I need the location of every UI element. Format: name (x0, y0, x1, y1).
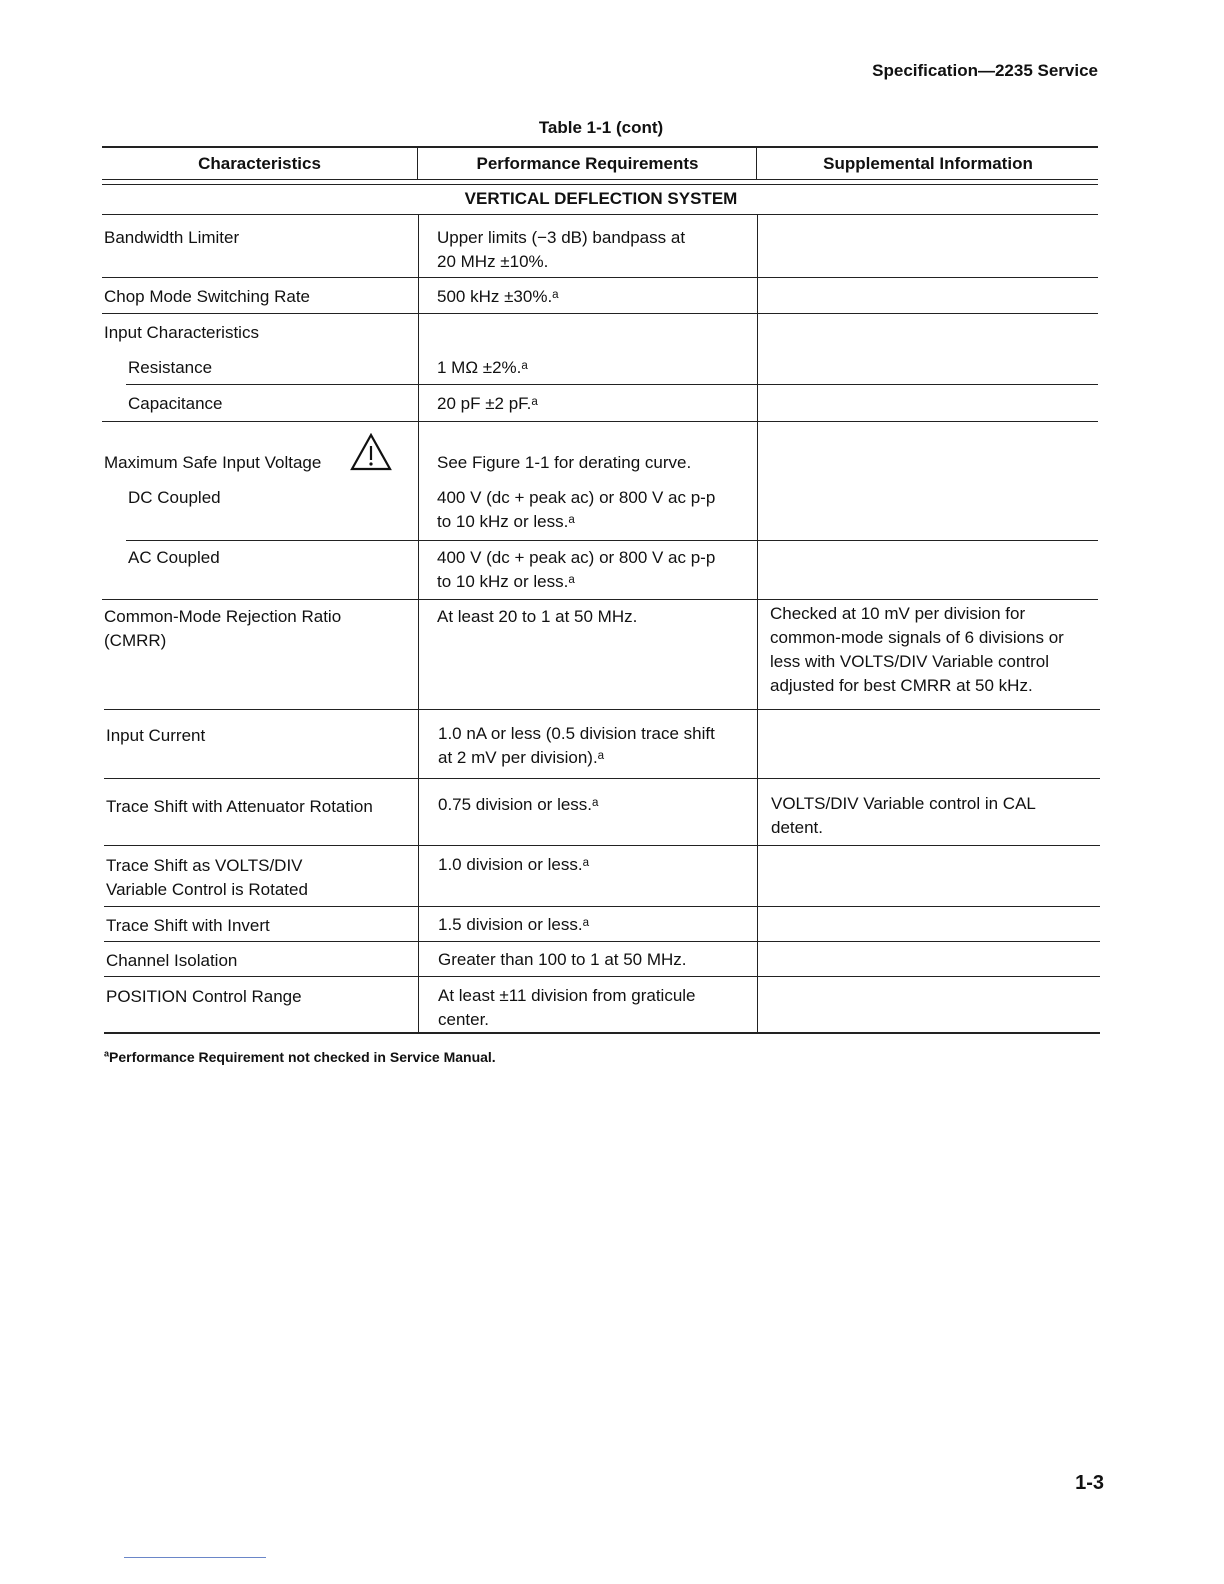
row-resistance-char: Resistance (128, 358, 213, 377)
column-header-performance: Performance Requirements (476, 154, 699, 173)
row-chop-mode-char: Chop Mode Switching Rate (104, 287, 311, 306)
table-title: Table 1-1 (cont) (538, 118, 664, 137)
column-header-characteristics: Characteristics (198, 154, 321, 173)
row-chop-mode-perf: 500 kHz ±30%.ᵃ (437, 287, 559, 306)
row-input-current-char: Input Current (106, 726, 206, 745)
row-channel-isolation-perf: Greater than 100 to 1 at 50 MHz. (438, 950, 687, 969)
row-volts-div-variable-char-2: Variable Control is Rotated (106, 880, 308, 899)
row-input-current-perf-2: at 2 mV per division).ᵃ (438, 748, 604, 767)
row-cmrr-char-2: (CMRR) (104, 631, 167, 650)
row-ac-coupled-perf-1: 400 V (dc + peak ac) or 800 V ac p-p (437, 548, 716, 567)
footnote-marker: a (104, 1048, 110, 1059)
row-position-range-perf-1: At least ±11 division from graticule (438, 986, 696, 1005)
row-cmrr-supp-1: Checked at 10 mV per division for (770, 604, 1026, 623)
row-attenuator-rotation-char: Trace Shift with Attenuator Rotation (106, 797, 373, 816)
row-invert-perf: 1.5 division or less.ᵃ (438, 915, 589, 934)
row-dc-coupled-perf-2: to 10 kHz or less.ᵃ (437, 512, 575, 531)
row-attenuator-rotation-supp-2: detent. (771, 818, 823, 837)
row-max-safe-voltage-char: Maximum Safe Input Voltage (104, 453, 322, 472)
running-header: Specification—2235 Service (872, 61, 1098, 80)
row-cmrr-supp-4: adjusted for best CMRR at 50 kHz. (770, 676, 1033, 695)
column-header-supplemental: Supplemental Information (823, 154, 1033, 173)
caution-triangle-icon (350, 433, 392, 471)
table-footnote (104, 1049, 496, 1065)
row-dc-coupled-perf-1: 400 V (dc + peak ac) or 800 V ac p-p (437, 488, 716, 507)
row-channel-isolation-char: Channel Isolation (106, 951, 238, 970)
row-cmrr-supp-2: common-mode signals of 6 divisions or (770, 628, 1064, 647)
row-volts-div-variable-perf: 1.0 division or less.ᵃ (438, 855, 589, 874)
row-bandwidth-limiter-perf-2: 20 MHz ±10%. (437, 252, 549, 271)
row-position-range-perf-2: center. (438, 1010, 490, 1029)
row-cmrr-char-1: Common-Mode Rejection Ratio (104, 607, 342, 626)
row-capacitance-char: Capacitance (128, 394, 223, 413)
row-capacitance-perf: 20 pF ±2 pF.ᵃ (437, 394, 538, 413)
bottom-link-underline (124, 1557, 266, 1558)
row-input-characteristics-char: Input Characteristics (104, 323, 259, 342)
row-bandwidth-limiter-perf-1: Upper limits (−3 dB) bandpass at (437, 228, 686, 247)
row-input-current-perf-1: 1.0 nA or less (0.5 division trace shift (438, 724, 715, 743)
section-title: VERTICAL DEFLECTION SYSTEM (464, 189, 738, 208)
row-cmrr-supp-3: less with VOLTS/DIV Variable control (770, 652, 1050, 671)
row-attenuator-rotation-perf: 0.75 division or less.ᵃ (438, 795, 599, 814)
row-ac-coupled-perf-2: to 10 kHz or less.ᵃ (437, 572, 575, 591)
row-volts-div-variable-char-1: Trace Shift as VOLTS/DIV (106, 856, 303, 875)
row-bandwidth-limiter-char: Bandwidth Limiter (104, 228, 240, 247)
row-attenuator-rotation-supp-1: VOLTS/DIV Variable control in CAL (771, 794, 1036, 813)
row-dc-coupled-char: DC Coupled (128, 488, 221, 507)
row-invert-char: Trace Shift with Invert (106, 916, 270, 935)
row-max-safe-voltage-perf: See Figure 1-1 for derating curve. (437, 453, 692, 472)
row-cmrr-perf: At least 20 to 1 at 50 MHz. (437, 607, 638, 626)
page-number: 1-3 (1075, 1472, 1104, 1494)
row-ac-coupled-char: AC Coupled (128, 548, 220, 567)
footnote-text: Performance Requirement not checked in Service Manual. (109, 1049, 496, 1065)
row-position-range-char: POSITION Control Range (106, 987, 302, 1006)
row-resistance-perf: 1 MΩ ±2%.ᵃ (437, 358, 528, 377)
